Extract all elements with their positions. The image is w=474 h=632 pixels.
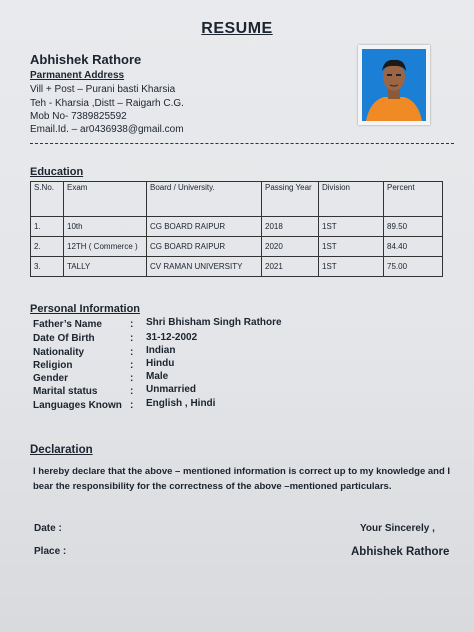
value-religion: Hindu [146,358,175,369]
date-label: Date : [34,523,62,534]
cell-year: 2018 [262,217,319,237]
value-gender: Male [146,371,169,382]
separator: : [130,386,134,397]
separator: : [130,347,134,358]
table-row [31,237,443,257]
cell-division: 1ST [319,237,384,257]
section-divider [30,143,454,144]
address-line-2: Teh - Kharsia ,Distt – Raigarh C.G. [30,98,184,109]
separator: : [130,319,134,330]
table-row [31,257,443,277]
cell-percent: 75.00 [384,257,443,277]
label-languages-known: Languages Known [33,400,122,411]
value-nationality: Indian [146,345,176,356]
profile-photo [358,45,430,125]
cell-exam: 12TH ( Commerce ) [64,237,147,257]
cell-exam: 10th [64,217,147,237]
value-father-name: Shri Bhisham Singh Rathore [146,317,282,328]
column-header: Board / University. [147,182,262,217]
cell-exam: TALLY [64,257,147,277]
cell-year: 2020 [262,237,319,257]
mobile-number: Mob No- 7389825592 [30,111,127,122]
cell-board: CV RAMAN UNIVERSITY [147,257,262,277]
declaration-text: I hereby declare that the above – mentioned information is correct up to my knowledge and I bear the responsibility for the correctness of the above –mentioned particulars. [33,466,451,492]
address-heading: Parmanent Address [30,70,125,81]
cell-board: CG BOARD RAIPUR [147,237,262,257]
cell-sno: 3. [31,257,64,277]
candidate-name: Abhishek Rathore [30,52,142,67]
value-marital-status: Unmarried [146,384,197,395]
address-line-1: Vill + Post – Purani basti Kharsia [30,84,176,95]
place-label: Place : [34,546,67,557]
label-father-name: Father’s Name [33,319,102,330]
column-header: Division [319,182,384,217]
cell-percent: 89.50 [384,217,443,237]
cell-sno: 1. [31,217,64,237]
cell-board: CG BOARD RAIPUR [147,217,262,237]
column-header: Passing Year [262,182,319,217]
email-address: Email.Id. – ar0436938@gmail.com [30,124,184,135]
value-date-of-birth: 31-12-2002 [146,332,198,343]
cell-percent: 84.40 [384,237,443,257]
separator: : [130,360,134,371]
label-marital-status: Marital status [33,386,98,397]
table-row [31,217,443,237]
column-header: Exam [64,182,147,217]
cell-year: 2021 [262,257,319,277]
closing-text: Your Sincerely , [360,523,435,534]
education-heading: Education [30,166,84,178]
separator: : [130,333,134,344]
label-religion: Religion [33,360,73,371]
signature-name: Abhishek Rathore [351,546,450,558]
column-header: Percent [384,182,443,217]
separator: : [130,400,134,411]
table-header-row [31,182,443,217]
label-nationality: Nationality [33,347,85,358]
declaration-heading: Declaration [30,444,93,456]
cell-division: 1ST [319,217,384,237]
column-header: S.No. [31,182,64,217]
value-languages-known: English , Hindi [146,398,216,409]
separator: : [130,373,134,384]
personal-info-heading: Personal Information [30,303,141,315]
cell-division: 1ST [319,257,384,277]
page-title: RESUME [201,20,273,37]
cell-sno: 2. [31,237,64,257]
label-date-of-birth: Date Of Birth [33,333,95,344]
education-table [30,181,443,277]
label-gender: Gender [33,373,69,384]
